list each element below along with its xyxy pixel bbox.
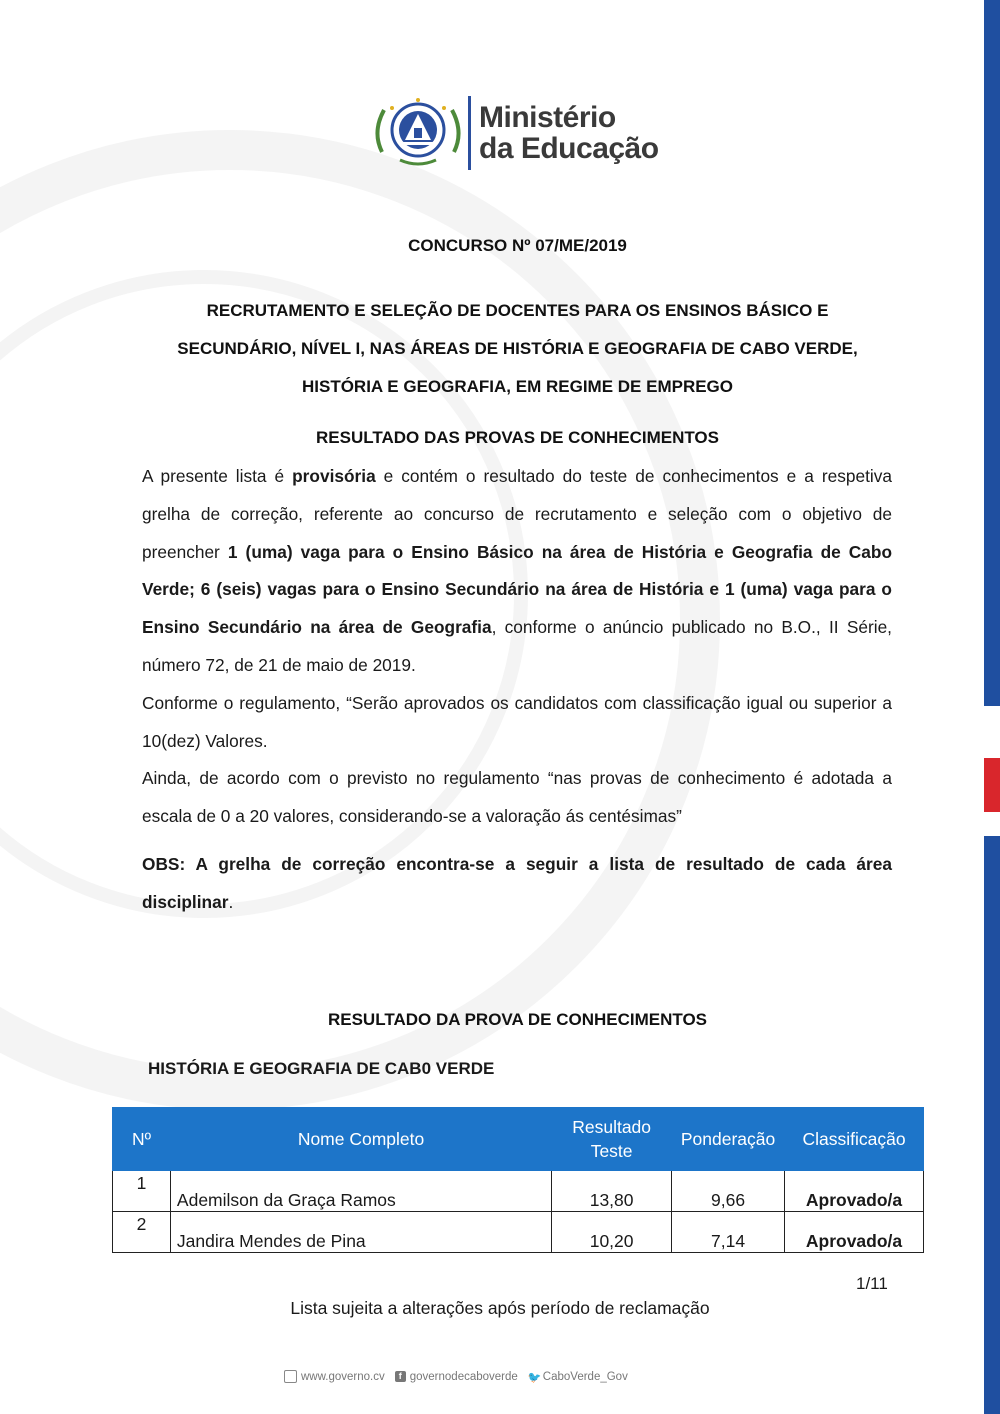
side-bar-blue-top — [984, 0, 1000, 706]
intro-paragraph — [142, 458, 892, 685]
intro-text-3: , conforme o anúncio publicado no B.O., II Série, número 72, de 21 de maio de 2019. — [142, 617, 892, 675]
obs-tail: . — [228, 891, 234, 912]
table-header-row — [113, 1108, 924, 1171]
intro-text-2: e contém o resultado do teste de conhecimentos e a respetiva grelha de correção, referente ao concurso de recrutamento e seleção com o objetivo de preencher — [142, 466, 893, 562]
globe-icon — [284, 1370, 297, 1383]
website-link[interactable]: www.governo.cv — [301, 1370, 385, 1383]
row-weight: 9,66 — [672, 1171, 785, 1212]
facebook-link[interactable]: governodecaboverde — [409, 1370, 518, 1383]
logo-line-1: Ministério — [479, 101, 616, 134]
header-num: Nº — [113, 1108, 171, 1171]
side-bar-blue-bottom — [984, 836, 1000, 1414]
header-result-line-1: Resultado — [572, 1117, 652, 1137]
subtitle-line-1: RECRUTAMENTO E SELEÇÃO DE DOCENTES PARA OS ENSINOS BÁSICO E — [206, 301, 829, 320]
intro-bold-provisional: provisória — [292, 466, 376, 486]
row-weight: 7,14 — [672, 1212, 785, 1253]
cabo-verde-emblem-icon — [370, 92, 466, 174]
header-classification: Classificação — [785, 1108, 924, 1171]
logo-line-2: da Educação — [479, 132, 659, 165]
twitter-link[interactable]: CaboVerde_Gov — [542, 1370, 628, 1383]
document-title: CONCURSO Nº 07/ME/2019 — [408, 236, 627, 255]
row-result: 10,20 — [552, 1212, 672, 1253]
twitter-icon: 🐦 — [527, 1372, 542, 1384]
social-links — [284, 1370, 638, 1383]
subtitle-line-2: SECUNDÁRIO, NÍVEL I, NAS ÁREAS DE HISTÓRIA E GEOGRAFIA DE CABO VERDE, — [177, 339, 858, 358]
scale-paragraph: Ainda, de acordo com o previsto no regulamento “nas provas de conhecimento é adotada a escala de 0 a 20 valores, considerando-se a valoração ás centésimas” — [142, 768, 892, 826]
document-subtitle — [110, 292, 925, 406]
row-num: 1 — [113, 1171, 171, 1212]
obs-paragraph — [142, 846, 892, 922]
header-name: Nome Completo — [170, 1108, 551, 1171]
results-title: RESULTADO DA PROVA DE CONHECIMENTOS — [327, 1010, 708, 1029]
subtitle-line-3: HISTÓRIA E GEOGRAFIA, EM REGIME DE EMPREGO — [301, 377, 734, 396]
footer-note: Lista sujeita a alterações após período de reclamação — [290, 1298, 710, 1318]
section-title: RESULTADO DAS PROVAS DE CONHECIMENTOS — [316, 428, 719, 447]
table-row — [113, 1212, 924, 1253]
row-num: 2 — [113, 1212, 171, 1253]
row-classification: Aprovado/a — [785, 1212, 924, 1253]
intro-text-1: A presente lista é — [142, 466, 293, 486]
ministry-logo — [370, 92, 670, 174]
intro-bold-vacancies: 1 (uma) vaga para o Ensino Básico na área de História e Geografia de Cabo Verde; 6 (seis) vagas para o Ensino Secundário na área de História e 1 (uma) vaga para o Ensino Secundário na área de Geografia — [142, 541, 893, 638]
regulation-paragraph: Conforme o regulamento, “Serão aprovados os candidatos com classificação igual ou superior a 10(dez) Valores. — [142, 693, 892, 751]
area-title: HISTÓRIA E GEOGRAFIA DE CAB0 VERDE — [148, 1059, 495, 1078]
row-classification: Aprovado/a — [785, 1171, 924, 1212]
header-result-line-2: Teste — [590, 1141, 633, 1161]
obs-bold-text: OBS: A grelha de correção encontra-se a seguir a lista de resultado de cada área disciplinar — [142, 854, 892, 912]
page-number: 1/11 — [856, 1274, 888, 1293]
facebook-icon: f — [395, 1371, 406, 1382]
side-bar-red — [984, 758, 1000, 812]
logo-separator — [468, 96, 471, 170]
row-name: Ademilson da Graça Ramos — [170, 1171, 551, 1212]
header-weight: Ponderação — [672, 1108, 785, 1171]
results-table — [112, 1107, 924, 1253]
row-result: 13,80 — [552, 1171, 672, 1212]
logo-text — [479, 102, 659, 164]
table-row — [113, 1171, 924, 1212]
header-result — [552, 1108, 672, 1171]
row-name: Jandira Mendes de Pina — [170, 1212, 551, 1253]
